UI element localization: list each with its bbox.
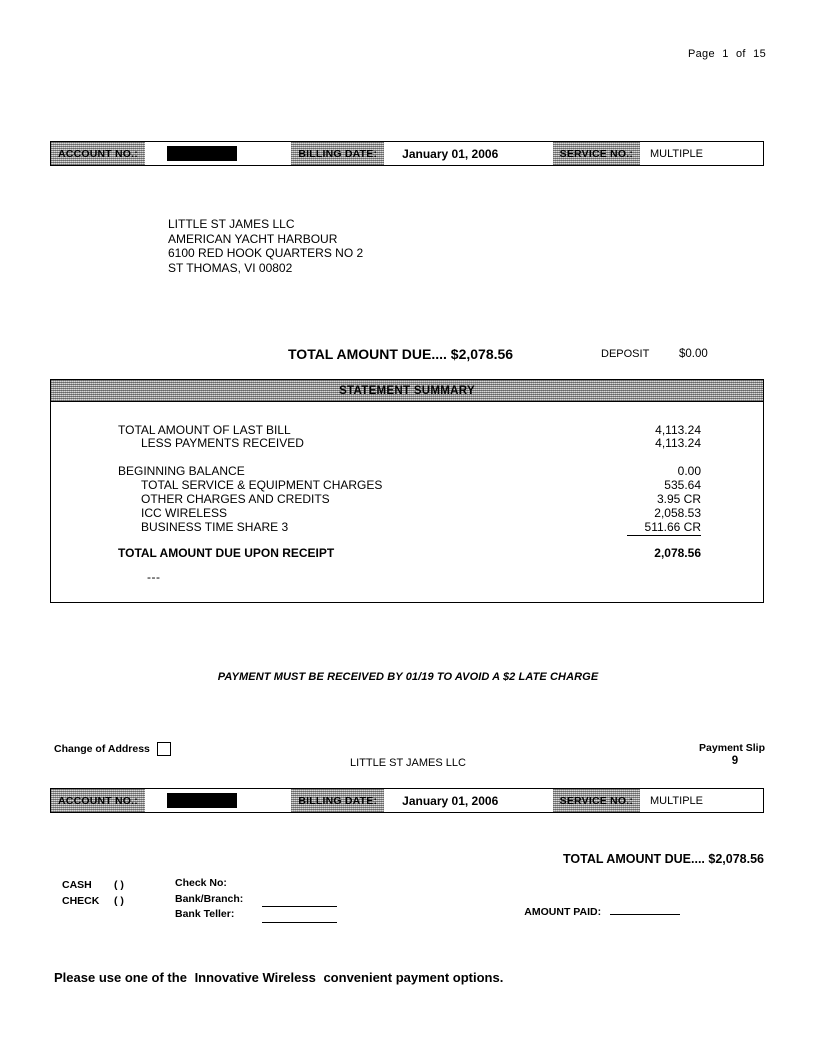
page-number-total: 15 bbox=[753, 48, 766, 60]
amount-paid-field bbox=[524, 903, 680, 918]
account-bar-endpad-bottom bbox=[703, 789, 763, 812]
summary-row-label: TOTAL AMOUNT OF LAST BILL bbox=[118, 423, 291, 437]
account-bar-spacer-top-2 bbox=[498, 142, 552, 165]
payment-slip-number: 9 bbox=[731, 755, 739, 767]
statement-summary-box bbox=[50, 379, 764, 603]
page-number-of: of bbox=[736, 48, 746, 60]
summary-row-value: 0.00 bbox=[677, 464, 701, 478]
check-no-row bbox=[175, 876, 337, 892]
bank-branch-label: Bank/Branch: bbox=[175, 892, 244, 905]
address-line-3: 6100 RED HOOK QUARTERS NO 2 bbox=[168, 246, 364, 260]
account-number-redaction-bottom bbox=[167, 793, 237, 808]
account-header-bar-top bbox=[50, 141, 764, 166]
bank-teller-label: Bank Teller: bbox=[175, 908, 235, 920]
total-amount-due-headline: TOTAL AMOUNT DUE.... $2,078.56 bbox=[288, 346, 514, 362]
change-of-address-field[interactable] bbox=[54, 742, 171, 756]
account-bar-spacer-top-1 bbox=[237, 142, 291, 165]
summary-row-label: BUSINESS TIME SHARE 3 bbox=[141, 520, 289, 534]
payment-method-check-row[interactable] bbox=[62, 893, 124, 909]
statement-summary-title: STATEMENT SUMMARY bbox=[51, 380, 763, 402]
payment-slip-total-due: TOTAL AMOUNT DUE.... $2,078.56 bbox=[563, 852, 764, 866]
summary-row-label: TOTAL SERVICE & EQUIPMENT CHARGES bbox=[141, 478, 383, 492]
address-line-1: LITTLE ST JAMES LLC bbox=[168, 217, 295, 231]
page-number-current: 1 bbox=[722, 48, 729, 60]
payment-slip-label: Payment Slip bbox=[699, 742, 765, 754]
account-bar-endpad-top bbox=[703, 142, 763, 165]
amount-paid-input[interactable] bbox=[610, 903, 680, 915]
summary-row-value: 535.64 bbox=[664, 478, 701, 492]
summary-row-label: LESS PAYMENTS RECEIVED bbox=[141, 436, 304, 450]
account-bar-spacer-bottom-2 bbox=[498, 789, 552, 812]
payment-method-block bbox=[62, 877, 124, 909]
bank-branch-row bbox=[175, 892, 337, 908]
address-line-2: AMERICAN YACHT HARBOUR bbox=[168, 231, 338, 246]
account-number-label-top: ACCOUNT NO.: bbox=[51, 142, 145, 165]
summary-row-less-payments bbox=[51, 435, 763, 451]
check-details-block bbox=[175, 876, 337, 923]
summary-row-total-due bbox=[51, 545, 763, 561]
account-header-bar-bottom bbox=[50, 788, 764, 813]
service-number-value-top: MULTIPLE bbox=[650, 147, 703, 160]
deposit-label: DEPOSIT bbox=[601, 348, 650, 360]
summary-row-value: 511.66 CR bbox=[644, 520, 701, 534]
cash-checkbox-marks[interactable]: ( ) bbox=[114, 879, 124, 891]
payment-slip-customer-name: LITTLE ST JAMES LLC bbox=[350, 757, 466, 769]
footer-brand: Innovative Wireless bbox=[194, 970, 316, 985]
summary-row-label: TOTAL AMOUNT DUE UPON RECEIPT bbox=[118, 546, 335, 560]
footer-text-part1: Please use one of the bbox=[54, 970, 187, 985]
billing-date-label-top: BILLING DATE: bbox=[291, 142, 384, 165]
deposit-value: $0.00 bbox=[679, 348, 708, 360]
summary-row-value: 4,113.24 bbox=[655, 436, 701, 450]
account-number-redaction-top bbox=[167, 146, 237, 161]
summary-row-value: 3.95 CR bbox=[656, 492, 701, 506]
service-number-label-top: SERVICE NO.: bbox=[553, 142, 640, 165]
billing-date-value-bottom: January 01, 2006 bbox=[402, 793, 499, 808]
footer-message bbox=[54, 970, 507, 985]
service-number-value-bottom: MULTIPLE bbox=[650, 794, 703, 807]
customer-address-block bbox=[168, 217, 363, 275]
change-of-address-checkbox[interactable] bbox=[157, 742, 171, 756]
payment-method-cash-row[interactable] bbox=[62, 877, 124, 893]
bank-branch-input[interactable] bbox=[262, 895, 337, 907]
summary-row-label: ICC WIRELESS bbox=[141, 506, 228, 520]
bank-teller-input[interactable] bbox=[262, 911, 337, 923]
address-line-4: ST THOMAS, VI 00802 bbox=[168, 260, 293, 275]
page-number-label: Page bbox=[687, 48, 715, 60]
billing-date-label-bottom: BILLING DATE: bbox=[291, 789, 384, 812]
summary-row-value: 2,078.56 bbox=[654, 546, 701, 560]
footer-text-part2: convenient payment options. bbox=[323, 970, 504, 985]
late-charge-notice: PAYMENT MUST BE RECEIVED BY 01/19 TO AVOID A $2 LATE CHARGE bbox=[217, 671, 599, 683]
account-bar-spacer-bottom-1 bbox=[237, 789, 291, 812]
service-number-label-bottom: SERVICE NO.: bbox=[553, 789, 640, 812]
summary-dashes: --- bbox=[147, 570, 161, 584]
summary-row-label: OTHER CHARGES AND CREDITS bbox=[141, 492, 330, 506]
summary-row-label: BEGINNING BALANCE bbox=[118, 464, 245, 478]
account-number-label-bottom: ACCOUNT NO.: bbox=[51, 789, 145, 812]
check-label: CHECK bbox=[62, 895, 100, 907]
summary-row-value: 4,113.24 bbox=[655, 423, 701, 437]
page-number bbox=[686, 48, 768, 60]
billing-date-value-top: January 01, 2006 bbox=[402, 146, 499, 161]
summary-subtotal-rule bbox=[627, 535, 701, 536]
summary-row-business-time-share bbox=[51, 519, 763, 535]
check-no-input[interactable] bbox=[262, 881, 337, 892]
change-of-address-label: Change of Address bbox=[54, 743, 150, 755]
check-no-label: Check No: bbox=[175, 877, 227, 889]
check-checkbox-marks[interactable]: ( ) bbox=[114, 895, 124, 907]
bank-teller-row bbox=[175, 907, 337, 923]
amount-paid-label: AMOUNT PAID: bbox=[524, 906, 602, 918]
cash-label: CASH bbox=[62, 879, 92, 891]
summary-row-value: 2,058.53 bbox=[654, 506, 701, 520]
